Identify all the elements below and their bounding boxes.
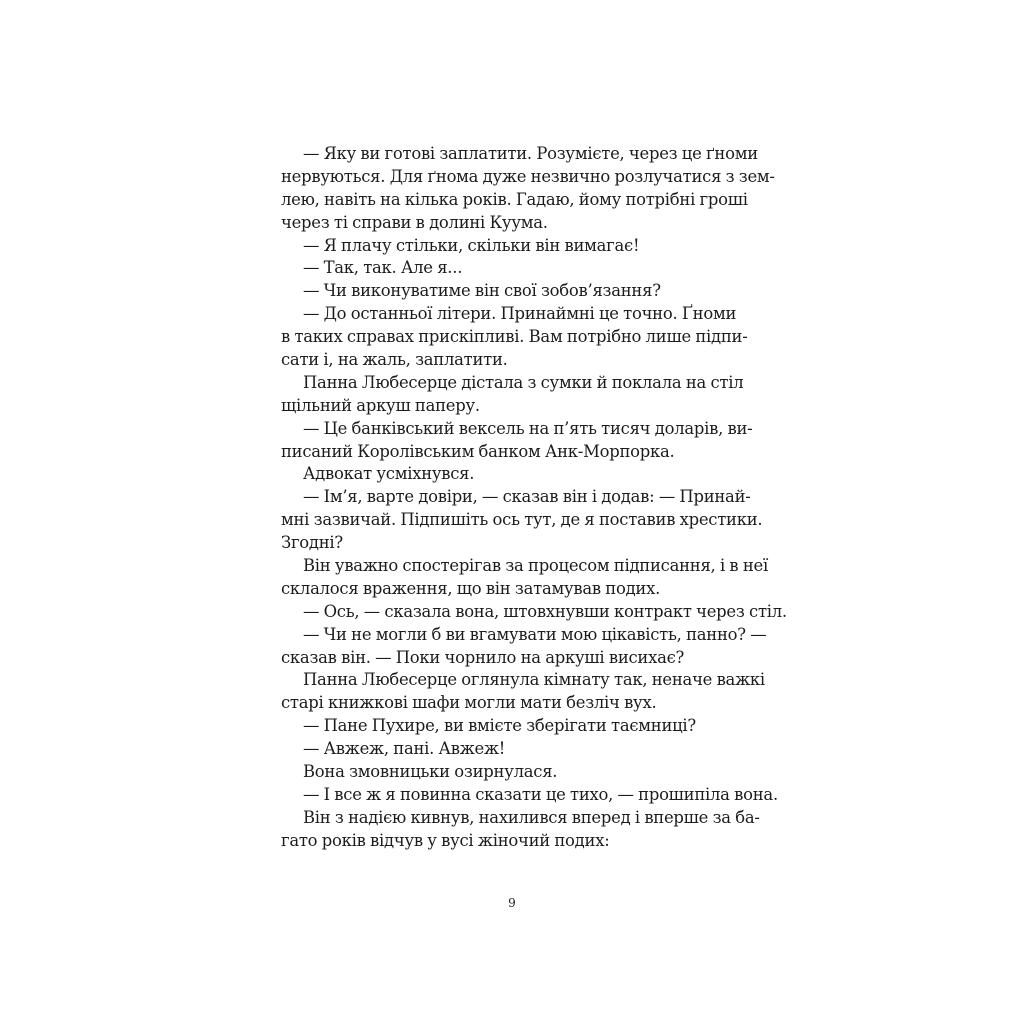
text-line: гато років відчув у вусі жіночий подих: xyxy=(281,830,610,850)
text-line: — До останньої літери. Принаймні це точно. Ґноми xyxy=(303,304,737,324)
text-line: — Ось, — сказала вона, штовхнувши контракт через стіл. xyxy=(303,601,787,621)
page-number: 9 xyxy=(508,896,516,910)
text-line: щільний аркуш паперу. xyxy=(281,395,480,415)
text-line: Вона змовницьки озирнулася. xyxy=(303,762,558,782)
text-line: — Я плачу стільки, скільки він вимагає! xyxy=(303,235,640,255)
text-line: — Пане Пухире, ви вмієте зберігати таємниці? xyxy=(303,716,696,736)
text-line: через ті справи в долині Куума. xyxy=(281,212,548,232)
text-line: Адвокат усміхнувся. xyxy=(303,464,475,484)
text-line: лею, навіть на кілька років. Гадаю, йому потрібні гроші xyxy=(281,189,748,209)
text-line: сати і, на жаль, заплатити. xyxy=(281,350,508,370)
text-line: — Це банківський вексель на п’ять тисяч доларів, ви- xyxy=(303,418,753,438)
text-line: старі книжкові шафи могли мати безліч вух. xyxy=(281,693,657,713)
text-line: — Так, так. Але я... xyxy=(303,258,463,278)
text-line: — Чи виконуватиме він свої зобов’язання? xyxy=(303,281,661,301)
text-line: Панна Любесерце дістала з сумки й поклала на стіл xyxy=(303,372,744,392)
text-line: писаний Королівським банком Анк-Морпорка. xyxy=(281,441,675,461)
text-line: Він з надією кивнув, нахилився вперед і вперше за ба- xyxy=(303,807,760,827)
text-line: Панна Любесерце оглянула кімнату так, неначе важкі xyxy=(303,670,765,690)
text-line: нервуються. Для ґнома дуже незвично розлучатися з зем- xyxy=(281,166,775,186)
text-line: в таких справах прискіпливі. Вам потрібно лише підпи- xyxy=(281,327,748,347)
text-line: Згодні? xyxy=(281,533,343,553)
text-line: — Яку ви готові заплатити. Розумієте, через це ґноми xyxy=(303,144,758,163)
text-line: Він уважно спостерігав за процесом підписання, і в неї xyxy=(303,556,768,576)
text-line: сказав він. — Поки чорнило на аркуші висихає? xyxy=(281,647,685,667)
page-text xyxy=(281,143,787,853)
text-line: — І все ж я повинна сказати це тихо, — прошипіла вона. xyxy=(303,784,778,804)
text-line: — Ім’я, варте довіри, — сказав він і додав: — Принай- xyxy=(303,487,751,507)
text-line: склалося враження, що він затамував подих. xyxy=(281,578,661,598)
text-line: — Авжеж, пані. Авжеж! xyxy=(303,739,506,759)
text-line: — Чи не могли б ви вгамувати мою цікавість, панно? — xyxy=(303,624,767,644)
text-line: мні зазвичай. Підпишіть ось тут, де я поставив хрестики. xyxy=(281,510,763,530)
